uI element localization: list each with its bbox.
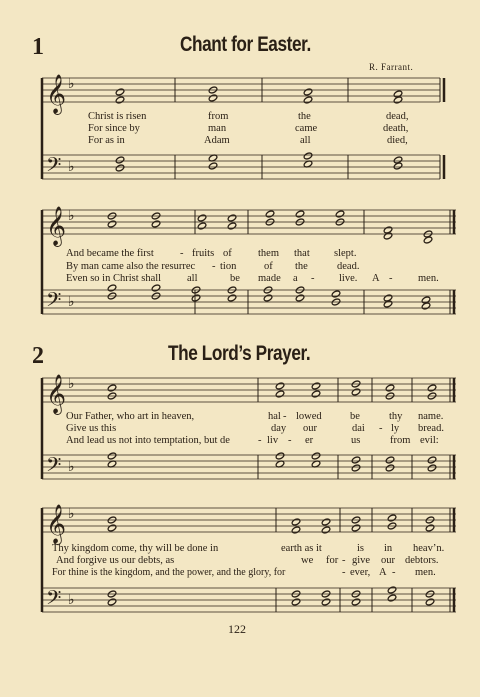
- half-note: [387, 514, 397, 522]
- lyric: liv: [267, 435, 279, 446]
- flat-icon: ♭: [68, 208, 75, 224]
- lyric: them: [258, 248, 279, 259]
- lyric: of: [223, 248, 232, 259]
- half-note: [321, 526, 331, 534]
- lyric: -: [258, 435, 262, 446]
- lyric: -: [283, 411, 287, 422]
- bass-clef-icon: 𝄢: [46, 586, 62, 614]
- half-note: [295, 294, 305, 302]
- half-note: [385, 464, 395, 472]
- half-note: [197, 222, 207, 230]
- half-note: [387, 594, 397, 602]
- half-note: [427, 456, 437, 464]
- lyric: men.: [418, 273, 439, 284]
- lyric: -: [342, 555, 346, 566]
- treble-clef-icon: 𝄞: [46, 504, 67, 544]
- lyric: death,: [383, 123, 409, 134]
- flat-icon: ♭: [68, 159, 75, 175]
- half-note: [107, 384, 117, 392]
- lyric: men.: [415, 567, 436, 578]
- lyric: -: [212, 261, 216, 272]
- flat-icon: ♭: [68, 76, 75, 92]
- half-note: [351, 524, 361, 532]
- half-note: [427, 464, 437, 472]
- lyric: we: [301, 555, 314, 566]
- treble-clef-icon: 𝄞: [46, 374, 67, 414]
- lyric: from: [208, 111, 229, 122]
- lyric: all: [300, 135, 311, 146]
- lyric: earth as it: [281, 543, 322, 554]
- half-note: [427, 384, 437, 392]
- chant-title-2: The Lord’s Prayer.: [168, 342, 311, 365]
- lyric: er: [305, 435, 314, 446]
- lyric: dead.: [337, 261, 360, 272]
- lyric: And forgive us our debts, as: [56, 555, 175, 566]
- half-note: [303, 152, 313, 160]
- flat-icon: ♭: [68, 459, 75, 475]
- lyric: -: [389, 273, 393, 284]
- lyric: be: [230, 273, 240, 284]
- lyric: slept.: [334, 248, 357, 259]
- treble-clef-icon: 𝄞: [46, 74, 67, 114]
- half-note: [227, 214, 237, 222]
- lyric: -: [288, 435, 292, 446]
- lyric: is: [357, 543, 365, 554]
- flat-icon: ♭: [68, 294, 75, 310]
- lyric: of: [264, 261, 273, 272]
- chant-title-1: Chant for Easter.: [180, 33, 311, 56]
- half-note: [291, 598, 301, 606]
- lyric: lowed: [296, 411, 322, 422]
- lyric: fruits: [192, 248, 215, 259]
- half-note: [321, 598, 331, 606]
- half-note: [385, 456, 395, 464]
- half-note: [351, 464, 361, 472]
- lyric: -: [392, 567, 396, 578]
- lyric: -: [180, 248, 184, 259]
- half-note: [227, 222, 237, 230]
- half-note: [385, 384, 395, 392]
- half-note: [115, 164, 125, 172]
- half-note: [291, 518, 301, 526]
- lyric: name.: [418, 411, 444, 422]
- lyric: live.: [339, 273, 358, 284]
- lyric: evil:: [420, 435, 439, 446]
- half-note: [275, 382, 285, 390]
- half-note: [275, 390, 285, 398]
- half-note: [295, 210, 305, 218]
- lyric: our: [303, 423, 317, 434]
- lyric: our: [381, 555, 395, 566]
- lyric: Give us this: [66, 423, 117, 434]
- lyric: bread.: [418, 423, 444, 434]
- lyric: hal: [268, 411, 281, 422]
- half-note: [321, 518, 331, 526]
- lyric: -: [311, 273, 315, 284]
- lyric: Adam: [204, 135, 230, 146]
- half-note: [303, 88, 313, 96]
- lyric: day: [271, 423, 287, 434]
- half-note: [265, 210, 275, 218]
- lyric: made: [258, 273, 281, 284]
- lyric: A: [379, 567, 387, 578]
- flat-icon: ♭: [68, 592, 75, 608]
- chant-number-2: 2: [32, 343, 44, 369]
- half-note: [208, 94, 218, 102]
- lyric: in: [384, 543, 393, 554]
- half-note: [275, 452, 285, 460]
- half-note: [291, 526, 301, 534]
- bass-clef-icon: 𝄢: [46, 453, 62, 481]
- lyric: from: [390, 435, 411, 446]
- lyric: all: [187, 273, 198, 284]
- lyric: heav’n.: [413, 543, 445, 554]
- half-note: [107, 598, 117, 606]
- lyric: Even so in Christ shall: [66, 273, 162, 284]
- lyric: debtors.: [405, 555, 439, 566]
- lyric: And became the first: [66, 248, 154, 259]
- half-note: [115, 88, 125, 96]
- page-number: 122: [228, 622, 246, 636]
- lyric: be: [350, 411, 360, 422]
- bass-clef-icon: 𝄢: [46, 288, 62, 316]
- half-note: [351, 388, 361, 396]
- lyric: came: [295, 123, 318, 134]
- lyric: For as in: [88, 135, 125, 146]
- half-note: [335, 210, 345, 218]
- half-note: [107, 524, 117, 532]
- half-note: [151, 284, 161, 292]
- bass-clef-icon: 𝄢: [46, 153, 62, 181]
- lyric: dead,: [386, 111, 409, 122]
- lyric: Thy kingdom come, thy will be done in: [52, 543, 219, 554]
- half-note: [351, 598, 361, 606]
- half-note: [331, 290, 341, 298]
- lyric: Our Father, who art in heaven,: [66, 411, 195, 422]
- lyric: a: [293, 273, 298, 284]
- half-note: [115, 96, 125, 104]
- lyric: For since by: [88, 123, 140, 134]
- half-note: [387, 586, 397, 594]
- half-note: [107, 220, 117, 228]
- lyric: ever,: [350, 567, 371, 578]
- half-note: [425, 524, 435, 532]
- lyric: the: [298, 111, 311, 122]
- lyric: for: [326, 555, 339, 566]
- lyric: the: [295, 261, 308, 272]
- lyric: dai: [352, 423, 365, 434]
- half-note: [107, 452, 117, 460]
- lyric: -: [379, 423, 383, 434]
- lyric: us: [351, 435, 361, 446]
- composer-credit: R. Farrant.: [369, 62, 414, 72]
- lyric: tion: [220, 261, 237, 272]
- half-note: [311, 382, 321, 390]
- lyric: And lead us not into temptation, but de: [66, 435, 230, 446]
- half-note: [151, 220, 161, 228]
- lyric: A: [372, 273, 380, 284]
- half-note: [303, 96, 313, 104]
- lyric: Christ is risen: [88, 111, 147, 122]
- half-note: [197, 214, 207, 222]
- half-note: [425, 598, 435, 606]
- half-note: [115, 156, 125, 164]
- half-note: [208, 162, 218, 170]
- lyric: -: [342, 567, 346, 578]
- lyric: thy: [389, 411, 403, 422]
- half-note: [351, 456, 361, 464]
- half-note: [311, 390, 321, 398]
- half-note: [311, 452, 321, 460]
- treble-clef-icon: 𝄞: [46, 206, 67, 246]
- flat-icon: ♭: [68, 376, 75, 392]
- lyric: man: [208, 123, 227, 134]
- lyric: give: [352, 555, 371, 566]
- half-note: [107, 284, 117, 292]
- flat-icon: ♭: [68, 506, 75, 522]
- half-note: [191, 294, 201, 302]
- half-note: [263, 294, 273, 302]
- lyric: ly: [391, 423, 400, 434]
- lyric: died,: [387, 135, 408, 146]
- half-note: [227, 294, 237, 302]
- lyric: that: [294, 248, 310, 259]
- lyric: For thine is the kingdom, and the power, and the glory, for: [52, 567, 286, 578]
- chant-number-1: 1: [32, 34, 44, 60]
- lyric: By man came also the resurrec: [66, 261, 196, 272]
